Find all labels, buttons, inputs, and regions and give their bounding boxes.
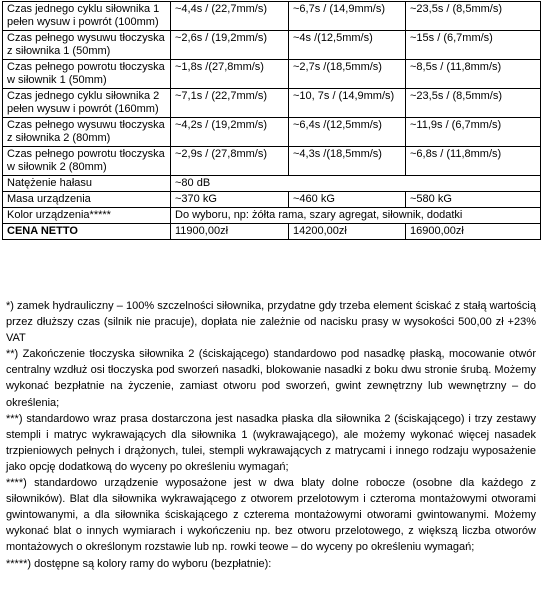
table-row [3, 118, 541, 147]
table-row [3, 31, 541, 60]
mass-value: ~460 kG [289, 192, 406, 208]
color-label: Kolor urządzenia***** [3, 208, 171, 224]
row-label: Czas pełnego powrotu tłoczyska w siłownik 1 (50mm) [3, 60, 171, 89]
row-value: ~4s /(12,5mm/s) [289, 31, 406, 60]
row-value: ~15s / (6,7mm/s) [406, 31, 541, 60]
row-label: Czas pełnego wysuwu tłoczyska z siłownika 1 (50mm) [3, 31, 171, 60]
price-value: 16900,00zł [406, 224, 541, 240]
row-label: Czas pełnego powrotu tłoczyska w siłownik 2 (80mm) [3, 147, 171, 176]
row-label: Czas jednego cyklu siłownika 1 pełen wysuw i powrót (100mm) [3, 2, 171, 31]
row-label: Czas jednego cyklu siłownika 2 pełen wysuw i powrót (160mm) [3, 89, 171, 118]
row-value: ~23,5s / (8,5mm/s) [406, 89, 541, 118]
row-value: ~4,4s / (22,7mm/s) [171, 2, 289, 31]
footnote: *****) dostępne są kolory ramy do wyboru (bezpłatnie): [6, 557, 272, 570]
row-value: ~6,4s /(12,5mm/s) [289, 118, 406, 147]
row-value: ~23,5s / (8,5mm/s) [406, 2, 541, 31]
row-label: Czas pełnego wysuwu tłoczyska z siłownika 2 (80mm) [3, 118, 171, 147]
row-value: ~6,8s / (11,8mm/s) [406, 147, 541, 176]
row-value: ~2,6s / (19,2mm/s) [171, 31, 289, 60]
mass-value: ~580 kG [406, 192, 541, 208]
row-value: ~4,3s /(18,5mm/s) [289, 147, 406, 176]
row-value: ~11,9s / (6,7mm/s) [406, 118, 541, 147]
table-row [3, 60, 541, 89]
footnote: ****) standardowo urządzenie wyposażone jest w dwa blaty dolne robocze (osobne dla każdego z siłowników). Blat dla siłownika wykrawającego z otworem przelotowym i czteroma montażowymi otworami gwintowanymi, a dla siłownika ściskającego z czterema montażowymi otworami gwintowanymi. Możemy wykonać blat o innych wymiarach i wykończeniu np. bez otworu przelotowego, z większą liczba otworów montażowych o określonym rozstawie lub np. rowki teowe – do wyceny po określeniu wymagań; [6, 477, 536, 554]
row-value: ~6,7s / (14,9mm/s) [289, 2, 406, 31]
footnote: *) zamek hydrauliczny – 100% szczelności siłownika, przydatne gdy trzeba element ściskać z stałą wartością przez dłuższy czas (silnik nie pracuje), dopłata nie zależnie od nacisku prasy w wysokości 500,00 zł +23% VAT [6, 300, 536, 345]
row-value: ~10, 7s / (14,9mm/s) [289, 89, 406, 118]
noise-label: Natężenie hałasu [3, 176, 171, 192]
color-value: Do wyboru, np: żółta rama, szary agregat, siłownik, dodatki [171, 208, 541, 224]
table-row [3, 147, 541, 176]
price-row [3, 224, 541, 240]
row-value: ~2,7s /(18,5mm/s) [289, 60, 406, 89]
mass-label: Masa urządzenia [3, 192, 171, 208]
price-value: 11900,00zł [171, 224, 289, 240]
row-value: ~7,1s / (22,7mm/s) [171, 89, 289, 118]
footnote: ***) standardowo wraz prasa dostarczona jest nasadka płaska dla siłownika 2 (ściskającego) i trzy zestawy stempli i matryc wykrawających dla siłownika 1 (wykrawającego), ale możemy wykonać więcej nasadek trzpieniowych pełnych i drążonych, tulei, stempli wykrawających z matrycami i innego rodzaju wyposażenie jako opcję dodatkową do wyceny po określeniu wymagań; [6, 412, 536, 473]
price-label: CENA NETTO [3, 224, 171, 240]
footnote: **) Zakończenie tłoczyska siłownika 2 (ściskającego) standardowo pod nasadkę płaską, mocowanie otwór centralny wzdłuż osi tłoczyska pod sworzeń nasadki, blokowanie nasadki z boku dwu stronie śrubą. Możemy wykonać bezpłatnie na życzenie, zamiast otworu pod sworzeń, gwint zewnętrzny lub wewnętrzny – do określenia; [6, 348, 536, 409]
row-value: ~8,5s / (11,8mm/s) [406, 60, 541, 89]
mass-value: ~370 kG [171, 192, 289, 208]
price-value: 14200,00zł [289, 224, 406, 240]
row-value: ~2,9s / (27,8mm/s) [171, 147, 289, 176]
row-value: ~1,8s /(27,8mm/s) [171, 60, 289, 89]
table-row [3, 2, 541, 31]
row-value: ~4,2s / (19,2mm/s) [171, 118, 289, 147]
table-row [3, 89, 541, 118]
color-row [3, 208, 541, 224]
specification-table [2, 1, 541, 240]
noise-value: ~80 dB [171, 176, 541, 192]
footnotes [6, 298, 536, 572]
noise-row [3, 176, 541, 192]
mass-row [3, 192, 541, 208]
